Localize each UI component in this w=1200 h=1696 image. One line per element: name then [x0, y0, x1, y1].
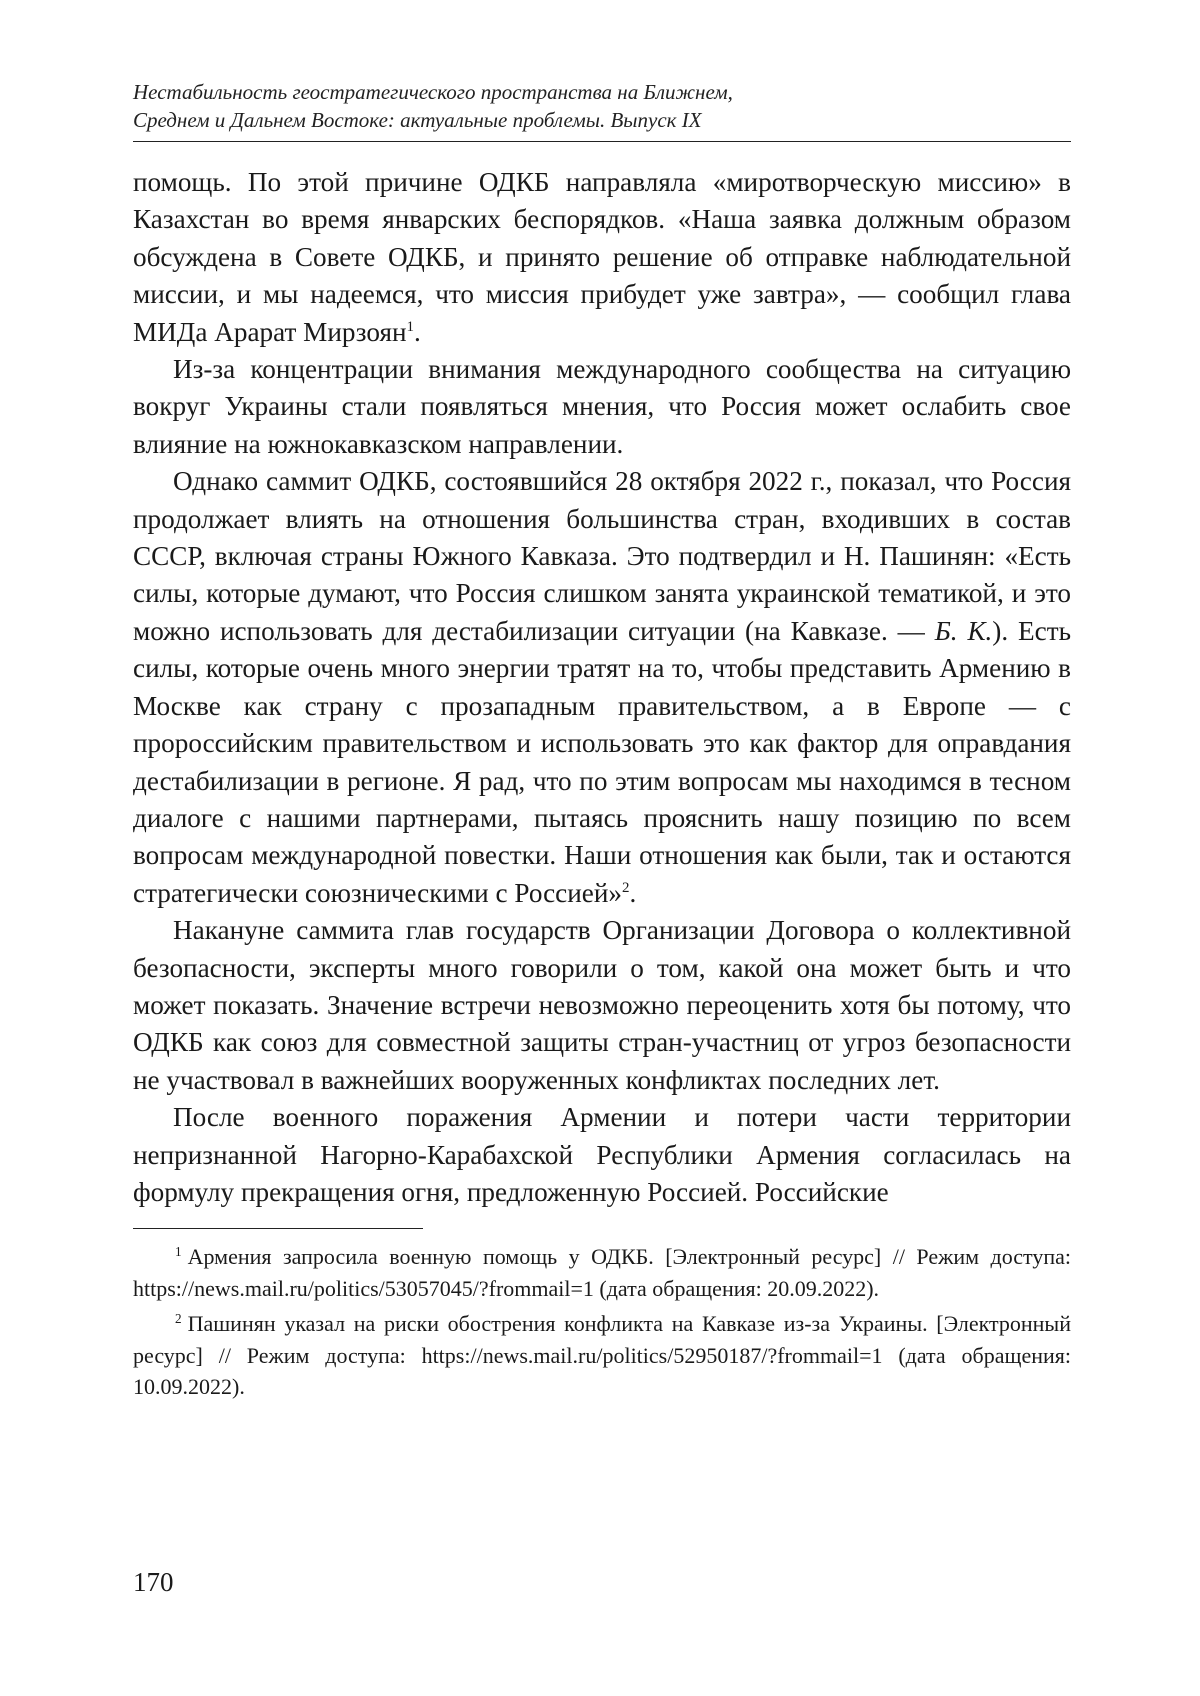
footnote-2-number: 2	[175, 1311, 182, 1326]
footnote-1-number: 1	[175, 1244, 182, 1259]
paragraph-3-end: .	[630, 878, 637, 908]
footnote-separator	[133, 1228, 423, 1229]
paragraph-1-text: помощь. По этой причине ОДКБ направляла «миротворческую миссию» в Казахстан во время январских беспорядков. «Наша заявка должным образом обсуждена в Совете ОДКБ, и принято решение об отправке наблюдательной миссии, и мы надеемся, что миссия прибудет уже завтра», — сообщил глава МИДа Арарат Мирзоян	[133, 167, 1071, 347]
running-header	[133, 78, 1071, 142]
footnote-1-text: Армения запросила военную помощь у ОДКБ. [Электронный ресурс] // Режим доступа: https://news.mail.ru/politics/53057045/?frommail=1 (дата обращения: 20.09.2022).	[133, 1244, 1071, 1301]
paragraph-2: Из-за концентрации внимания международного сообщества на ситуацию вокруг Украины стали появляться мнения, что Россия может ослабить свое влияние на южнокавказском направлении.	[133, 351, 1071, 463]
paragraph-3	[133, 463, 1071, 912]
paragraph-3-part-1: Однако саммит ОДКБ, состоявшийся 28 октября 2022 г., показал, что Россия продолжает влиять на отношения большинства стран, входивших в состав СССР, включая страны Южного Кавказа. Это подтвердил и Н. Пашинян: «Есть силы, которые думают, что Россия слишком занята украинской тематикой, и это можно использовать для дестабилизации ситуации (на Кавказе. —	[133, 466, 1071, 646]
footnote-2-text: Пашинян указал на риски обострения конфликта на Кавказе из-за Украины. [Электронный ресурс] // Режим доступа: https://news.mail.ru/politics/52950187/?frommail=1 (дата обращения: 10.09.2022).	[133, 1311, 1071, 1399]
paragraph-3-part-2: ). Есть силы, которые очень много энергии тратят на то, чтобы представить Армению в Москве как страну с прозападным правительством, а в Европе — с пророссийским правительством и использовать это как фактор для оправдания дестабилизации в регионе. Я рад, что по этим вопросам мы находимся в тесном диалоге с нашими партнерами, пытаясь прояснить нашу позицию по всем вопросам международной повестки. Наши отношения как были, так и остаются стратегически союзническими с Россией»	[133, 616, 1071, 908]
page	[133, 78, 1071, 1407]
paragraph-1-end: .	[414, 317, 421, 347]
footnote-ref-1[interactable]: 1	[407, 319, 414, 335]
paragraph-1	[133, 164, 1071, 351]
body-text	[133, 164, 1071, 1211]
running-header-line-2: Среднем и Дальнем Востоке: актуальные проблемы. Выпуск IX	[133, 106, 1071, 134]
running-header-line-1: Нестабильность геостратегического пространства на Ближнем,	[133, 78, 1071, 106]
footnote-1	[133, 1241, 1071, 1304]
footnotes	[133, 1241, 1071, 1403]
author-initials: Б. К.	[935, 616, 993, 646]
footnote-ref-2[interactable]: 2	[622, 880, 629, 896]
page-number: 170	[133, 1566, 174, 1598]
paragraph-4: Накануне саммита глав государств Организации Договора о коллективной безопасности, эксперты много говорили о том, какой она может быть и что может показать. Значение встречи невозможно переоценить хотя бы потому, что ОДКБ как союз для совместной защиты стран-участниц от угроз безопасности не участвовал в важнейших вооруженных конфликтах последних лет.	[133, 912, 1071, 1099]
paragraph-5: После военного поражения Армении и потери части территории непризнанной Нагорно-Карабахской Республики Армения согласилась на формулу прекращения огня, предложенную Россией. Российские	[133, 1099, 1071, 1211]
footnote-2	[133, 1308, 1071, 1403]
